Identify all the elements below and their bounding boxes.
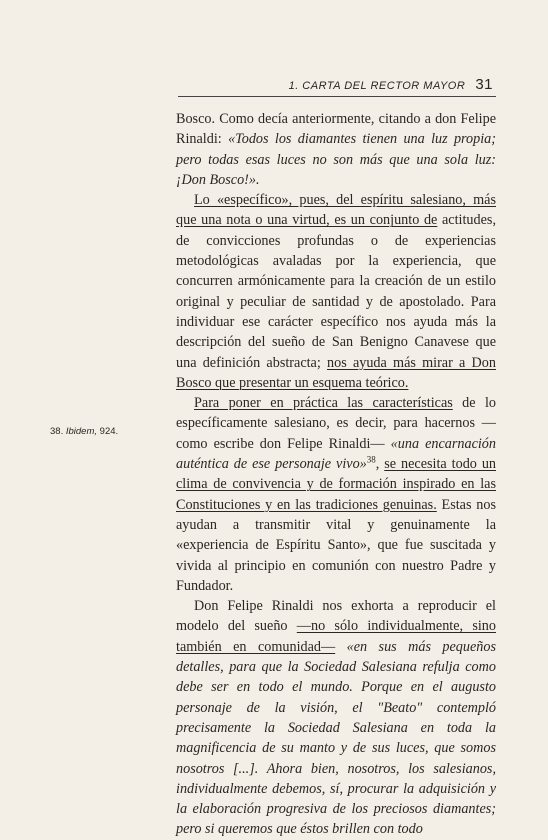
quote-run: «en sus más pequeños detalles, para que la Sociedad Salesiana refulja como debe ser en todo el mundo. Porque en el augusto personaje de la visión, el "Beato" contempló precisamente la Sociedad Salesiana en toda la magnificencia de su manto y de sus luces, que somos nosotros [...]. Ahora bien, nosotros, los salesianos, individualmente debemos, sí, procurar la adquisición y la elaboración progresiva de los preciosos diamantes; pero si queremos que éstos brillen con todo [176, 638, 496, 838]
note-ref: Ibidem, [65, 426, 98, 437]
footnote-margin-note [50, 426, 118, 437]
text-run: Estas nos ayudan a transmitir vital y genuinamente la «experiencia de Espíritu Santo», que fue suscitada y vivida al principio en comunión con nuestro Padre y Fundador. [176, 496, 497, 594]
paragraph-4 [176, 596, 496, 840]
text-run [335, 639, 346, 655]
running-title: 1. CARTA DEL RECTOR MAYOR [288, 80, 466, 92]
body-text [176, 109, 496, 840]
header-rule [178, 96, 496, 97]
quote-run: «una encarnación auténtica de ese personaje vivo» [176, 435, 496, 473]
text-run: Don Felipe Rinaldi nos exhorta a reproducir el modelo del sueño [176, 598, 496, 635]
text-run: Bosco. Como decía anteriormente, citando a don Felipe Rinaldi: [176, 111, 496, 148]
running-header [289, 76, 493, 93]
footnote-marker: 38 [366, 454, 376, 465]
underlined-run: se necesita todo un clima de convivencia y de formación inspirado en las Constituciones y en las tradiciones genuinas. [176, 456, 497, 513]
underlined-run: Para poner en práctica las características [194, 395, 453, 412]
note-number: 38. [50, 426, 64, 437]
paragraph-3 [176, 393, 496, 596]
text-run: actitudes, de convicciones profundas o de experiencias metodológicas avaladas por la experiencia, que concurren armónicamente para la creación de un estilo original y peculiar de santidad y de apostolado. Para individuar ese carácter específico nos ayuda más la descripción del sueño de San Benigno Canavese que una definición abstracta; [176, 212, 496, 371]
page-number: 31 [475, 76, 493, 93]
note-page: 924. [99, 426, 119, 437]
paragraph-2 [176, 190, 496, 393]
quote-run: «Todos los diamantes tienen una luz propia; pero todas esas luces no son más que una sola luz: ¡Don Bosco!». [176, 131, 496, 188]
text-run: de lo específicamente salesiano, es decir, para hacernos —como escribe don Felipe Rinaldi— [176, 395, 496, 452]
underlined-run: Lo «específico», pues, del espíritu salesiano, más que una nota o una virtud, es un conjunto de [176, 192, 496, 229]
underlined-run: —no sólo individualmente, sino también en comunidad— [176, 618, 496, 655]
paragraph-1 [176, 109, 496, 190]
text-run: , [375, 456, 385, 473]
underlined-run: nos ayuda más mirar a Don Bosco que presentar un esquema teórico. [176, 354, 496, 391]
